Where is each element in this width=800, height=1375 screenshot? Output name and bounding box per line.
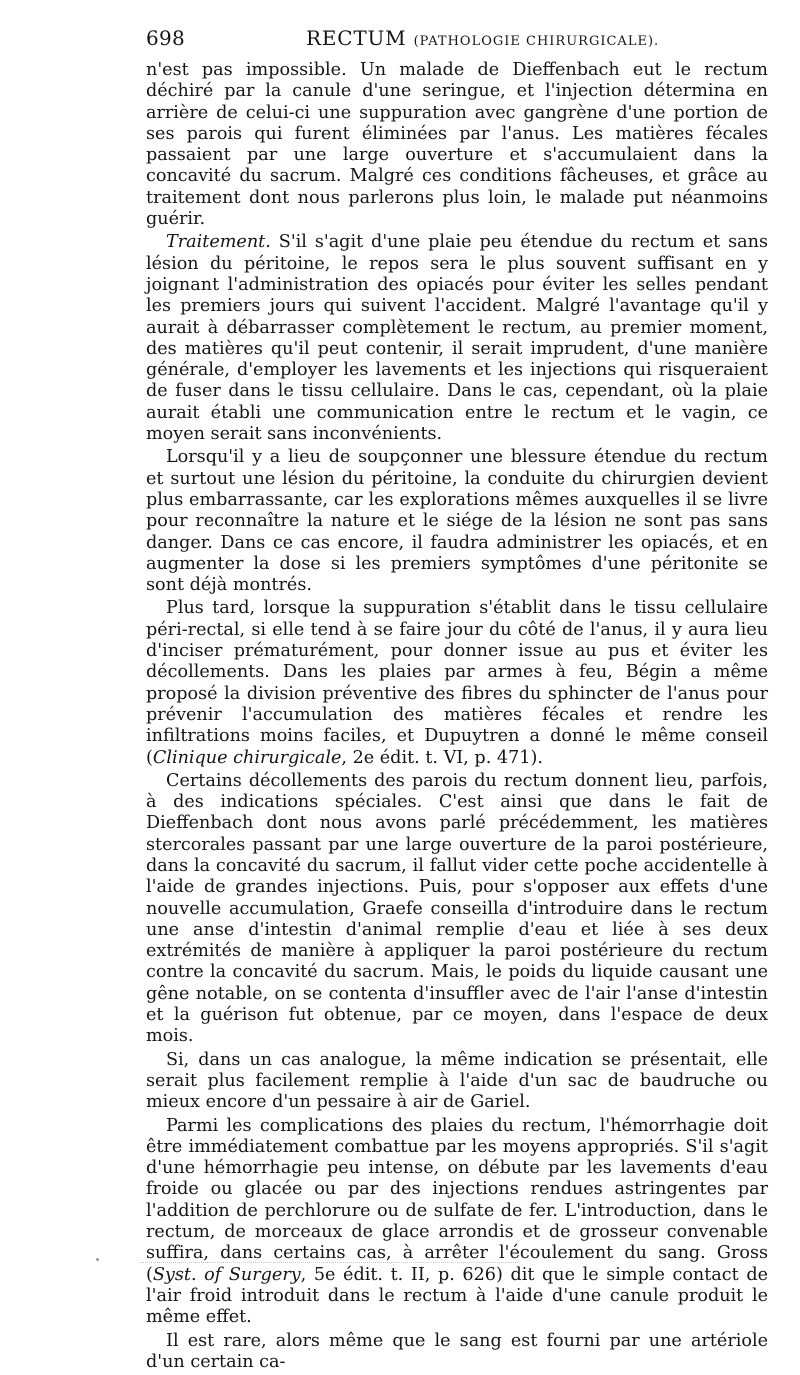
paragraph-traitement-text: S'il s'agit d'une plaie peu étendue du rectum et sans lésion du péritoine, le repos sera le plus souvent suffisant en y joignant l'administration des opiacés pour éviter les selles pendant les premiers jours qui suivent l'accident. Malgré l'avantage qu'il y aurait à débarrasser complètement le rectum, au premier moment, des matières qu'il peut contenir, il serait imprudent, d'une manière générale, d'employer les lavements et les injections qui risqueraient de fuser dans le tissu cellulaire. Dans le cas, cependant, où la plaie aurait établi une communication entre le rectum et le vagin, ce moyen serait sans inconvénients. [146,232,768,445]
citation-clinique-chirurgicale: Clinique chirurgicale [152,747,342,768]
paragraph-suppuration-text: Plus tard, lorsque la suppuration s'établit dans le tissu cellulaire péri-rectal, si elle tend à se faire jour du côté de l'anus, il y aura lieu d'inciser prématurément, pour donner issue au pus et éviter les décollements. Dans les plaies par armes à feu, Bégin a même proposé la division préventive des fibres du sphincter de l'anus pour prévenir l'accumulation des matières fécales et rendre les infiltrations moins faciles, et Dupuytren a donné le même conseil ( [146,598,768,768]
paragraph-hemorrhagie-text: Parmi les complications des plaies du rectum, l'hémorrhagie doit être immédiatement combattue par les moyens appropriés. S'il s'agit d'une hémorrhagie peu intense, on débute par les lavements d'eau froide ou glacée ou par des injections rendues astringentes par l'addition de perchlorure ou de sulfate de fer. L'introduction, dans le rectum, de morceaux de glace arrondis et de grosseur convenable suffira, dans certains cas, à arrêter l'écoulement du sang. Gross ( [146,1115,768,1285]
citation-gross-tail: , 5e édit. t. II, p. 626) dit que le simple contact de l'air froid introduit dans le rectum à l'aide d'une canule produit le même effet. [146,1264,768,1328]
paragraph-hemorrhagie [146,1116,768,1329]
footer-scan-artifact [140,1262,520,1265]
paragraph-continuation: n'est pas impossible. Un malade de Dieffenbach eut le rectum déchiré par la canule d'une seringue, et l'injection détermina en arrière de celui-ci une suppuration avec gangrène d'une portion de ses parois qui furent éliminées par l'anus. Les matières fécales passaient par une large ouverture et s'accumulaient dans la concavité du sacrum. Malgré ces conditions fâcheuses, et grâce au traitement dont nous parlerons plus loin, le malade put néanmoins guérir. [146,60,768,230]
running-head-subtitle: (PATHOLOGIE CHIRURGICALE). [413,34,660,49]
citation-syst-of-surgery: Syst. of Surgery [152,1264,301,1285]
paragraph-arteriole: Il est rare, alors même que le sang est fourni par une artériole d'un certain ca- [146,1330,768,1372]
paragraph-traitement [146,232,768,445]
scan-speck [96,1258,99,1261]
paragraph-decollements: Certains décollements des parois du rectum donnent lieu, parfois, à des indications spéciales. C'est ainsi que dans le fait de Dieffenbach dont nous avons parlé précédemment, les matières stercorales passant par une large ouverture de la paroi postérieure, dans la concavité du sacrum, il fallut vider cette poche accidentelle à l'aide de grandes injections. Puis, pour s'opposer aux effets d'une nouvelle accumulation, Graefe conseilla d'introduire dans le rectum une anse d'intestin d'animal remplie d'eau et liée à ses deux extrémités de manière à appliquer la paroi postérieure du rectum contre la concavité du sacrum. Mais, le poids du liquide causant une gêne notable, on se contenta d'insuffler avec de l'air l'anse d'intestin et la guérison fut obtenue, par ce moyen, dans l'espace de deux mois. [146,770,768,1047]
paragraph-suppuration [146,598,768,768]
citation-clinique-tail: , 2e édit. t. VI, p. 471). [341,747,543,768]
page-number: 698 [146,26,186,50]
paragraph-cas-analogue: Si, dans un cas analogue, la même indication se présentait, elle serait plus facilement remplie à l'aide d'un sac de baudruche ou mieux encore d'un pessaire à air de Gariel. [146,1049,768,1113]
body-text [146,60,768,1375]
running-head-title: RECTUM [306,26,407,50]
running-head [306,26,659,50]
section-label-traitement: Traitement. [166,232,271,253]
page-header [146,26,776,54]
paragraph-blessure-etendue: Lorsqu'il y a lieu de soupçonner une blessure étendue du rectum et surtout une lésion du péritoine, la conduite du chirurgien devient plus embarrassante, car les explorations mêmes auxquelles il se livre pour reconnaître la nature et le siége de la lésion ne sont pas sans danger. Dans ce cas encore, il faudra administrer les opiacés, et en augmenter la dose si les premiers symptômes d'une péritonite se sont déjà montrés. [146,447,768,596]
